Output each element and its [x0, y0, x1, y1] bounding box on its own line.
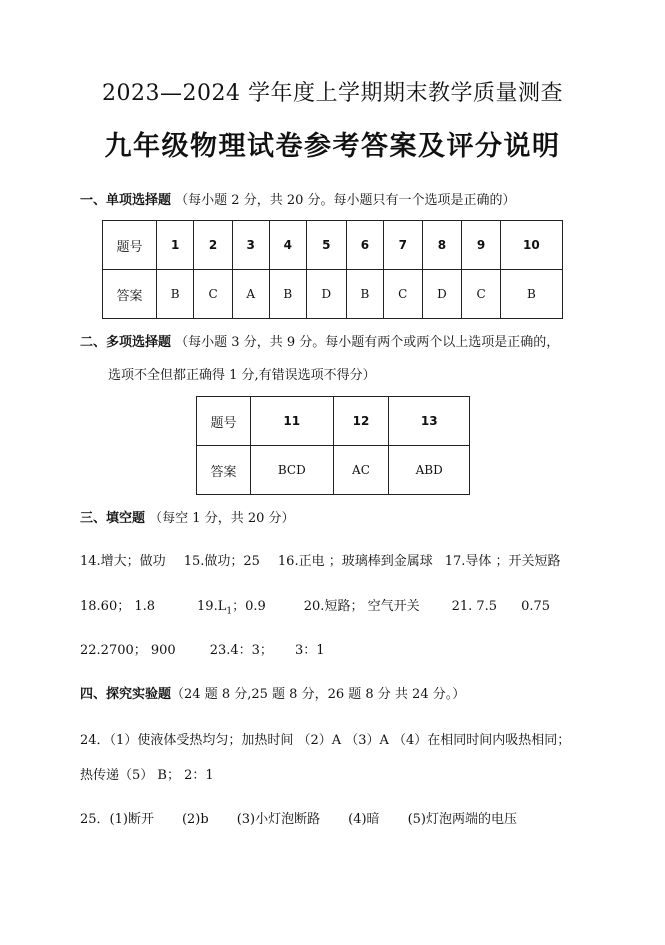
- answer-19-subscript: 1: [226, 606, 233, 617]
- answer-cell: C: [462, 270, 500, 319]
- section2-note: （每小题 3 分，共 9 分。每小题有两个或两个以上选项是正确的，: [175, 335, 560, 350]
- answer-16: 16.正电 ；玻璃棒到金属球: [277, 554, 433, 569]
- answer-24-line-1: 24．（1）使液体受热均匀；加热时间 （2）A （3）A （4）在相同时间内吸热相同；: [80, 733, 571, 748]
- answer-25-part4: (4)暗: [348, 812, 380, 827]
- table-row: [103, 221, 563, 270]
- question-number: 2: [194, 221, 232, 270]
- answer-15: 15.做功；25: [183, 554, 260, 569]
- section1-note: （每小题 2 分，共 20 分。每小题只有一个选项是正确的）: [175, 193, 516, 208]
- section4-note: （24 题 8 分,25 题 8 分，26 题 8 分 共 24 分。）: [171, 687, 466, 702]
- section4-heading-line: [80, 683, 465, 702]
- answer-25-part3: (3)小灯泡断路: [236, 812, 321, 827]
- question-number: 5: [306, 221, 346, 270]
- question-number: 8: [422, 221, 462, 270]
- single-choice-answer-table: [102, 220, 563, 319]
- answer-cell: D: [422, 270, 462, 319]
- answer-25-part1: 25．(1)断开: [80, 812, 154, 827]
- answer-17: 17.导体 ；开关短路: [444, 554, 561, 569]
- answer-18: 18.60； 1.8: [80, 599, 156, 614]
- question-number: 1: [157, 221, 194, 270]
- document-heading: 九年级物理试卷参考答案及评分说明: [104, 131, 561, 162]
- question-number-label: 题号: [103, 221, 157, 270]
- question-number: 13: [389, 397, 470, 446]
- answer-cell: AC: [333, 446, 389, 495]
- answer-23: 23.4：3；: [209, 643, 273, 658]
- answer-20: 20.短路； 空气开关: [303, 599, 420, 614]
- question-number: 4: [269, 221, 306, 270]
- answer-cell: B: [346, 270, 383, 319]
- section3-heading: 三、填空题: [80, 511, 146, 526]
- answer-14: 14.增大；做功: [80, 554, 166, 569]
- question-number: 7: [384, 221, 422, 270]
- answer-cell: A: [232, 270, 269, 319]
- fill-blank-line-2: [80, 595, 550, 617]
- answer-25-part2: (2)b: [181, 812, 209, 827]
- answer-cell: B: [157, 270, 194, 319]
- answer-25-line: [80, 808, 517, 827]
- section2-note-continued: 选项不全但都正确得 1 分,有错误选项不得分）: [108, 368, 376, 383]
- question-number: 9: [462, 221, 500, 270]
- exam-title: 2023—2024 学年度上学期期末教学质量测查: [102, 81, 563, 106]
- question-number: 11: [251, 397, 334, 446]
- question-number: 12: [333, 397, 389, 446]
- section4-heading: 四、探究实验题: [80, 687, 172, 702]
- table-row: [103, 270, 563, 319]
- answer-cell: D: [306, 270, 346, 319]
- answer-cell: C: [384, 270, 422, 319]
- section2-heading: 二、多项选择题: [80, 335, 172, 350]
- table-row: [197, 397, 470, 446]
- question-number-label: 题号: [197, 397, 251, 446]
- question-number: 3: [232, 221, 269, 270]
- question-number: 6: [346, 221, 383, 270]
- answer-cell: B: [500, 270, 562, 319]
- answer-cell: B: [269, 270, 306, 319]
- answer-23-second: 3：1: [294, 643, 325, 658]
- answer-cell: BCD: [251, 446, 334, 495]
- answer-21: 21. 7.5: [451, 599, 498, 614]
- answer-label: 答案: [197, 446, 251, 495]
- fill-blank-line-1: [80, 550, 561, 569]
- answer-22: 22.2700； 900: [80, 643, 176, 658]
- answer-cell: ABD: [389, 446, 470, 495]
- answer-19: 19.L: [197, 599, 227, 614]
- section3-note: （每空 1 分，共 20 分）: [149, 511, 295, 526]
- table-row: [197, 446, 470, 495]
- question-number: 10: [500, 221, 562, 270]
- answer-19-rest: ；0.9: [232, 599, 266, 614]
- answer-21-second: 0.75: [521, 599, 551, 614]
- fill-blank-line-3: [80, 639, 324, 658]
- answer-label: 答案: [103, 270, 157, 319]
- multiple-choice-answer-table: [196, 396, 470, 495]
- answer-24-line-2: 热传递（5） B； 2：1: [80, 768, 214, 783]
- answer-cell: C: [194, 270, 232, 319]
- answer-25-part5: (5)灯泡两端的电压: [407, 812, 517, 827]
- section2-heading-line: [80, 331, 559, 350]
- section3-heading-line: [80, 507, 295, 526]
- section1-heading-line: [80, 189, 516, 208]
- section1-heading: 一、单项选择题: [80, 193, 172, 208]
